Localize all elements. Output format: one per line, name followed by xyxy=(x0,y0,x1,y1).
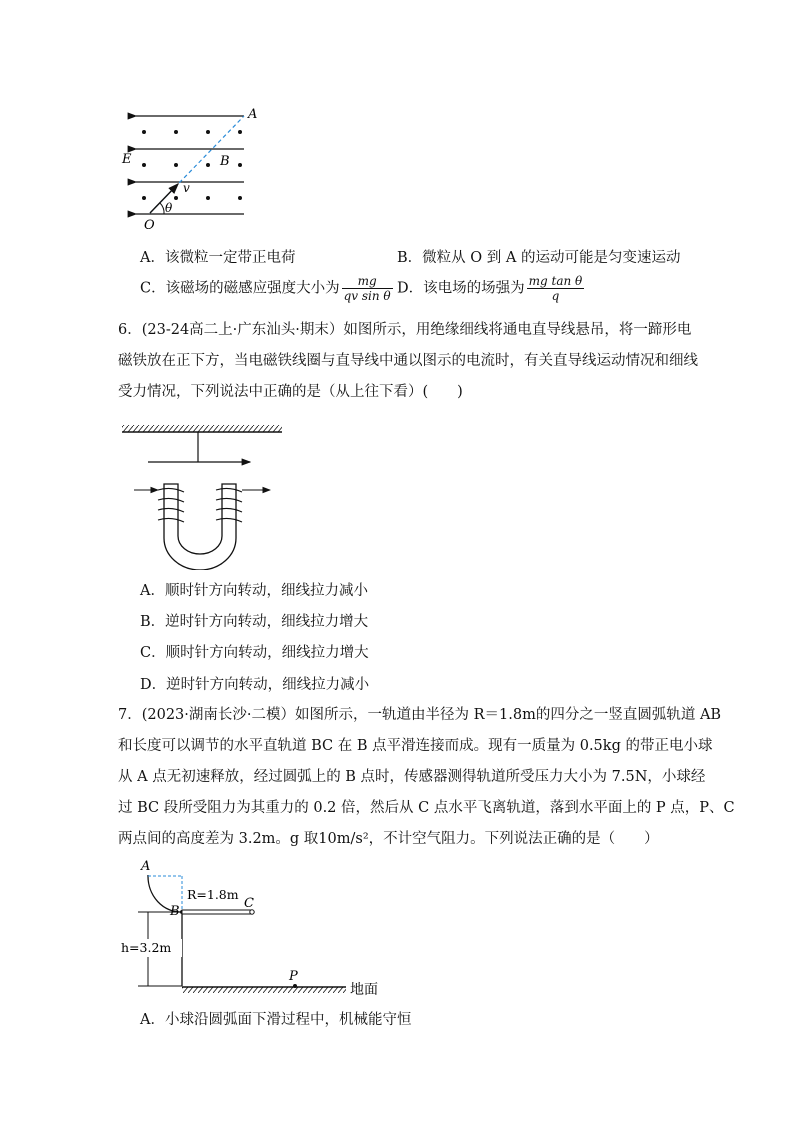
label-O: O xyxy=(144,218,155,230)
label-A: A xyxy=(141,859,151,874)
q6-stem-line1: 6．(23-24高二上·广东汕头·期末）如图所示，用绝缘细线将通电直导线悬吊，将一蹄形电 xyxy=(118,322,692,338)
q6-stem-line2: 磁铁放在正下方，当电磁铁线圈与直导线中通以图示的电流时，有关直导线运动情况和细线 xyxy=(118,353,698,369)
q7-stem-line1: 7．(2023·湖南长沙·二模）如图所示，一轨道由半径为 R＝1.8m的四分之一竖直圆弧轨道 AB xyxy=(118,707,722,723)
q7-stem-line4: 过 BC 段所受阻力为其重力的 0.2 倍，然后从 C 点水平飞离轨道，落到水平面上的 P 点，P、C xyxy=(118,800,735,816)
label-C: C xyxy=(244,896,254,911)
label-B: B xyxy=(220,154,230,169)
label-P: P xyxy=(289,969,298,984)
q6-option-a: A．顺时针方向转动，细线拉力减小 xyxy=(140,583,368,599)
figure-horseshoe-electromagnet xyxy=(118,420,288,570)
q5-option-c xyxy=(140,274,395,303)
label-R: R=1.8m xyxy=(187,887,239,902)
q7-stem-line2: 和长度可以调节的水平直轨道 BC 在 B 点平滑连接而成。现有一质量为 0.5kg 的带正电小球 xyxy=(118,738,713,754)
q7-stem-line5: 两点间的高度差为 3.2m。g 取10m/s²，不计空气阻力。下列说法正确的是（ ） xyxy=(118,831,659,847)
q5-option-d-fraction: $\frac{\text{mg tan θ}}{q}$ xyxy=(528,274,583,303)
q5-option-d-text: D．该电场的场强为 xyxy=(397,280,525,297)
label-A: A xyxy=(248,107,258,122)
q6-option-c: C．顺时针方向转动，细线拉力增大 xyxy=(140,645,369,661)
q6-option-d: D．逆时针方向转动，细线拉力减小 xyxy=(140,677,370,693)
q7-stem-line3: 从 A 点无初速释放，经过圆弧上的 B 点时，传感器测得轨道所受压力大小为 7.5N，小球经 xyxy=(118,769,706,785)
label-ground: 地面 xyxy=(350,982,378,998)
label-E: E xyxy=(122,152,132,167)
q5-option-c-text: C．该磁场的磁感应强度大小为 xyxy=(140,280,340,297)
q5-option-a: A．该微粒一定带正电荷 xyxy=(140,250,296,266)
label-theta: θ xyxy=(165,201,173,215)
q5-option-b: B．微粒从 O 到 A 的运动可能是匀变速运动 xyxy=(397,250,681,266)
q7-option-a: A．小球沿圆弧面下滑过程中，机械能守恒 xyxy=(140,1012,412,1028)
q5-option-d xyxy=(397,274,586,303)
q6-stem-line3: 受力情况，下列说法中正确的是（从上往下看）( ) xyxy=(118,384,463,400)
label-B: B xyxy=(170,904,180,919)
label-h: h=3.2m xyxy=(121,940,172,955)
label-v: v xyxy=(183,181,190,195)
figure-electromagnetic-field xyxy=(112,105,272,230)
figure-arc-track xyxy=(118,855,388,1005)
q6-option-b: B．逆时针方向转动，细线拉力增大 xyxy=(140,614,369,630)
q5-option-c-fraction: $\frac{mg}{\text{qv sin θ}}$ xyxy=(343,274,391,303)
